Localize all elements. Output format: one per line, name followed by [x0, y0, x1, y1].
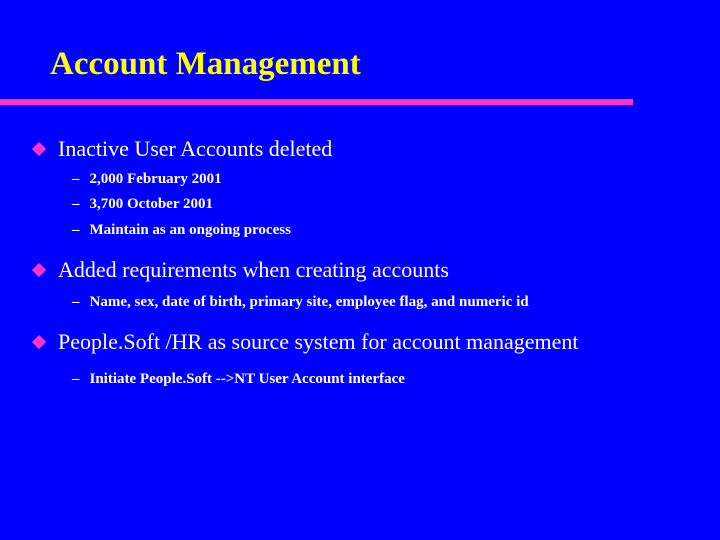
- subitem-text: 2,000 February 2001: [89, 170, 222, 187]
- bullet-inactive-accounts: [32, 134, 332, 164]
- bullet-added-requirements: [32, 255, 449, 285]
- bullet-text: Inactive User Accounts deleted: [58, 136, 333, 161]
- subitem-text: Maintain as an ongoing process: [89, 221, 291, 238]
- subitem: [72, 219, 291, 241]
- subitem-text: Initiate People.Soft -->NT User Account interface: [89, 370, 405, 387]
- subitem: [72, 291, 529, 313]
- subitem-text: 3,700 October 2001: [89, 195, 213, 212]
- bullet-peoplesoft-source: [32, 327, 579, 357]
- sub-dash: –: [72, 170, 80, 187]
- bullet-text: People.Soft /HR as source system for account management: [58, 329, 579, 354]
- subitem: [72, 193, 213, 215]
- subitem: [72, 368, 405, 390]
- sub-dash: –: [72, 221, 80, 238]
- diamond-bullet-icon: [32, 142, 46, 156]
- bullet-text: Added requirements when creating accounts: [58, 257, 449, 282]
- sub-dash: –: [72, 195, 80, 212]
- sub-dash: –: [72, 293, 80, 310]
- diamond-bullet-icon: [32, 263, 46, 277]
- subitem-text: Name, sex, date of birth, primary site, employee flag, and numeric id: [89, 293, 529, 310]
- subitem: [72, 168, 222, 190]
- diamond-bullet-icon: [32, 335, 46, 349]
- slide-title: Account Management: [50, 46, 361, 82]
- sub-dash: –: [72, 370, 80, 387]
- title-underline-rule: [0, 99, 633, 105]
